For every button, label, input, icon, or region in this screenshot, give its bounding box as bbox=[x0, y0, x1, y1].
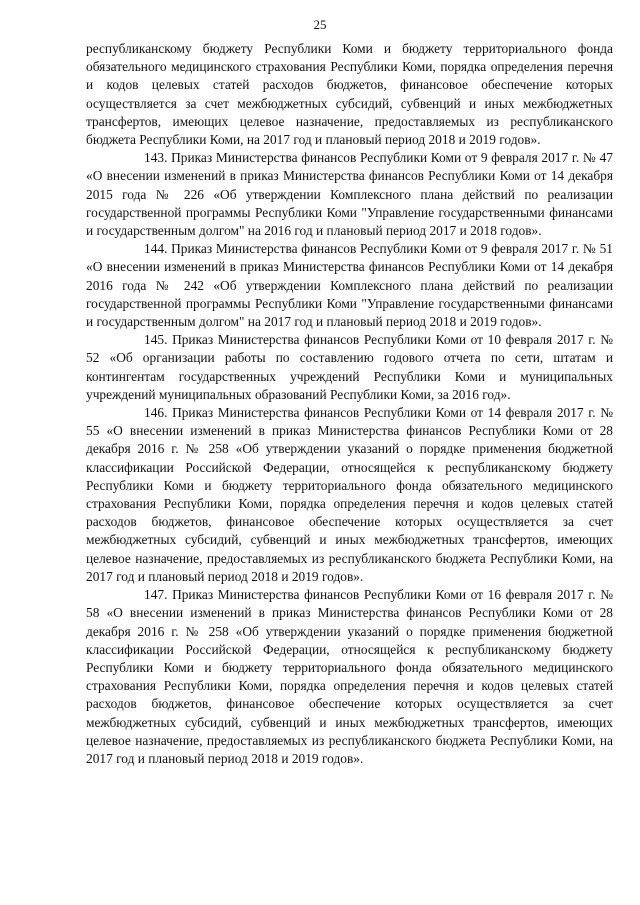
list-item-145: 145. Приказ Министерства финансов Республики Коми от 10 февраля 2017 г. № 52 «Об организации работы по составлению годового отчета по сети, штатам и контингентам государственных учреждений Республики Коми и муниципальных учреждений муниципальных образований Республики Коми, за 2016 год». bbox=[86, 332, 613, 402]
document-body bbox=[86, 40, 613, 768]
page-number: 25 bbox=[313, 17, 327, 32]
paragraph-continuation: республиканскому бюджету Республики Коми и бюджету территориального фонда обязательного медицинского страхования Республики Коми, порядка определения перечня и кодов целевых статей расходов бюджетов, финансовое обеспечение которых осуществляется за счет межбюджетных субсидий, субвенций и иных межбюджетных трансфертов, имеющих целевое назначение, предоставляемых из республиканского бюджета Республики Коми, на 2017 год и плановый период 2018 и 2019 годов». bbox=[86, 41, 613, 148]
list-item-143: 143. Приказ Министерства финансов Республики Коми от 9 февраля 2017 г. № 47 «О внесении изменений в приказ Министерства финансов Республики Коми от 14 декабря 2015 года № 226 «Об утверждении Комплексного плана действий по реализации государственной программы Республики Коми "Управление государственными финансами и государственным долгом" на 2016 год и плановый период 2017 и 2018 годов». bbox=[86, 150, 613, 239]
list-item-146: 146. Приказ Министерства финансов Республики Коми от 14 февраля 2017 г. № 55 «О внесении изменений в приказ Министерства финансов Республики Коми от 28 декабря 2016 г. № 258 «Об утверждении указаний о порядке применения бюджетной классификации Российской Федерации, относящейся к республиканскому бюджету Республики Коми и бюджету территориального фонда обязательного медицинского страхования Республики Коми, порядка определения перечня и кодов целевых статей расходов бюджетов, финансовое обеспечение которых осуществляется за счет межбюджетных субсидий, субвенций и иных межбюджетных трансфертов, имеющих целевое назначение, предоставляемых из республиканского бюджета Республики Коми, на 2017 год и плановый период 2018 и 2019 годов». bbox=[86, 405, 613, 584]
list-item-147: 147. Приказ Министерства финансов Республики Коми от 16 февраля 2017 г. № 58 «О внесении изменений в приказ Министерства финансов Республики Коми от 28 декабря 2016 г. № 258 «Об утверждении указаний о порядке применения бюджетной классификации Российской Федерации, относящейся к республиканскому бюджету Республики Коми и бюджету территориального фонда обязательного медицинского страхования Республики Коми, порядка определения перечня и кодов целевых статей расходов бюджетов, финансовое обеспечение которых осуществляется за счет межбюджетных субсидий, субвенций и иных межбюджетных трансфертов, имеющих целевое назначение, предоставляемых из республиканского бюджета Республики Коми, на 2017 год и плановый период 2018 и 2019 годов». bbox=[86, 587, 613, 766]
list-item-144: 144. Приказ Министерства финансов Республики Коми от 9 февраля 2017 г. № 51 «О внесении изменений в приказ Министерства финансов Республики Коми от 14 декабря 2016 года № 242 «Об утверждении Комплексного плана действий по реализации государственной программы Республики Коми "Управление государственными финансами и государственным долгом" на 2017 год и плановый период 2018 и 2019 годов». bbox=[86, 241, 613, 330]
